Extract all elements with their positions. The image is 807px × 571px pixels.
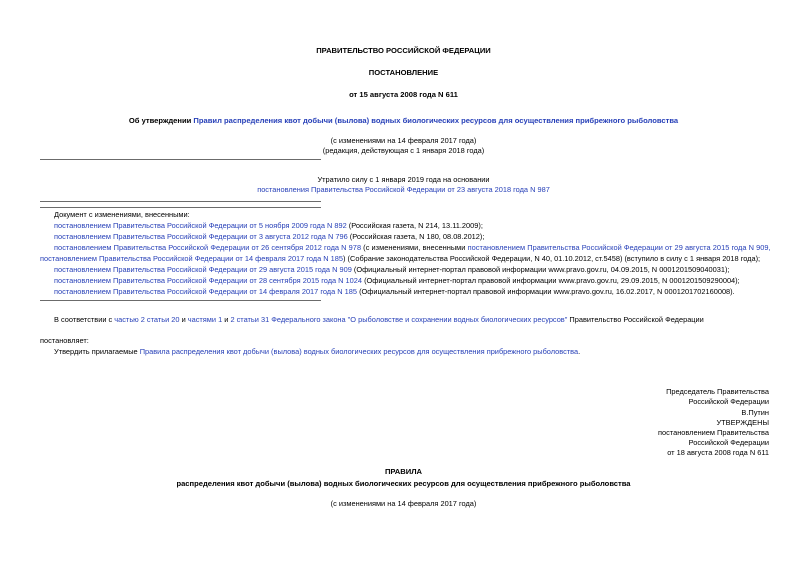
edition-effective: (редакция, действующая с 1 января 2018 года) <box>322 146 485 155</box>
amendment-source: (Официальный интернет-портал правовой информации www.pravo.gov.ru, 04.09.2015, N 0001201509040031); <box>351 265 730 274</box>
preamble-text <box>54 315 704 324</box>
amendment-link[interactable]: постановлением Правительства Российской Федерации от 14 февраля 2017 года N 185 <box>54 287 358 296</box>
amendments-intro: Документ с изменениями, внесенными: <box>54 210 190 219</box>
law-article-link[interactable]: частью 2 статьи 20 <box>114 315 180 324</box>
amendment-item-continued <box>40 254 760 263</box>
rules-subtitle: распределения квот добычи (вылова) водных биологических ресурсов для осуществления прибрежного рыболовства <box>176 479 631 488</box>
approve-prefix: Утвердить прилагаемые <box>54 347 140 356</box>
divider <box>40 201 321 202</box>
title-prefix: Об утверждении <box>128 116 194 125</box>
government-heading: ПРАВИТЕЛЬСТВО РОССИЙСКОЙ ФЕДЕРАЦИИ <box>316 46 491 55</box>
divider <box>40 159 321 160</box>
amendment-link[interactable]: постановлением Правительства Российской Федерации от 3 августа 2012 года N 796 <box>54 232 348 241</box>
expired-decree-link[interactable]: постановления Правительства Российской Федерации от 23 августа 2018 года N 987 <box>257 185 550 194</box>
signature-name: В.Путин <box>741 408 769 417</box>
amendment-item <box>54 221 483 230</box>
doc-date-heading: от 15 августа 2008 года N 611 <box>349 90 458 99</box>
amendment-item <box>54 276 740 285</box>
approved-country: Российской Федерации <box>688 438 769 447</box>
edition-changes: (с изменениями на 14 февраля 2017 года) <box>330 136 477 145</box>
amendment-link[interactable]: постановлением Правительства Российской Федерации от 26 сентября 2012 года N 978 <box>54 243 362 252</box>
amendment-source: ) (Собрание законодательства Российской Федерации, N 40, 01.10.2012, ст.5458) (вступило в силу с 1 января 2018 года); <box>343 254 761 263</box>
amendment-link[interactable]: постановлением Правительства Российской Федерации от 29 августа 2015 года N 909, <box>467 243 771 252</box>
amendment-link[interactable]: постановлением Правительства Российской Федерации от 28 сентября 2015 года N 1024 <box>54 276 363 285</box>
approve-text <box>54 347 580 356</box>
conjunction: и <box>222 315 231 324</box>
amendment-source: (Официальный интернет-портал правовой информации www.pravo.gov.ru, 16.02.2017, N 0001201702160008). <box>357 287 735 296</box>
divider <box>40 300 321 301</box>
amendment-item <box>54 243 771 252</box>
amendment-link[interactable]: постановлением Правительства Российской Федерации от 5 ноября 2009 года N 892 <box>54 221 347 230</box>
signature-position: Председатель Правительства <box>666 387 769 396</box>
amendment-link[interactable]: постановлением Правительства Российской Федерации от 29 августа 2015 года N 909 <box>54 265 352 274</box>
rules-changes: (с изменениями на 14 февраля 2017 года) <box>330 499 477 508</box>
doc-type-heading: ПОСТАНОВЛЕНИЕ <box>368 68 439 77</box>
decides-text: постановляет: <box>40 336 89 345</box>
federal-law-link[interactable]: Федерального закона "О рыболовстве и сохранении водных биологических ресурсов" <box>271 315 568 324</box>
rules-title: ПРАВИЛА <box>384 467 423 476</box>
law-article-link[interactable]: частями 1 <box>187 315 223 324</box>
expired-notice: Утратило силу с 1 января 2019 года на основании <box>317 175 490 184</box>
approve-suffix: . <box>578 347 581 356</box>
divider <box>40 207 321 208</box>
document-title <box>0 116 807 125</box>
amendment-note: (с изменениями, внесенными <box>361 243 468 252</box>
approved-label: УТВЕРЖДЕНЫ <box>716 418 769 427</box>
approved-date: от 18 августа 2008 года N 611 <box>667 448 769 457</box>
approved-by: постановлением Правительства <box>658 428 769 437</box>
amendment-source: (Российская газета, N 180, 08.08.2012); <box>347 232 485 241</box>
amendment-item <box>54 287 735 296</box>
title-rules-link[interactable]: Правил распределения квот добычи (вылова) водных биологических ресурсов для осуществления прибрежного рыболовства <box>193 116 679 125</box>
law-article-link[interactable]: 2 статьи 31 <box>230 315 270 324</box>
amendment-item <box>54 232 484 241</box>
conjunction: и <box>179 315 188 324</box>
amendment-item <box>54 265 729 274</box>
rules-link[interactable]: Правила распределения квот добычи (вылова) водных биологических ресурсов для осуществления прибрежного рыболовства <box>139 347 579 356</box>
amendment-source: (Российская газета, N 214, 13.11.2009); <box>346 221 483 230</box>
amendment-link[interactable]: постановлением Правительства Российской Федерации от 14 февраля 2017 года N 185 <box>40 254 344 263</box>
signature-country: Российской Федерации <box>688 397 769 406</box>
preamble-suffix: Правительство Российской Федерации <box>567 315 704 324</box>
preamble-prefix: В соответствии с <box>54 315 115 324</box>
amendment-source: (Официальный интернет-портал правовой информации www.pravo.gov.ru, 29.09.2015, N 0001201509290004); <box>362 276 740 285</box>
